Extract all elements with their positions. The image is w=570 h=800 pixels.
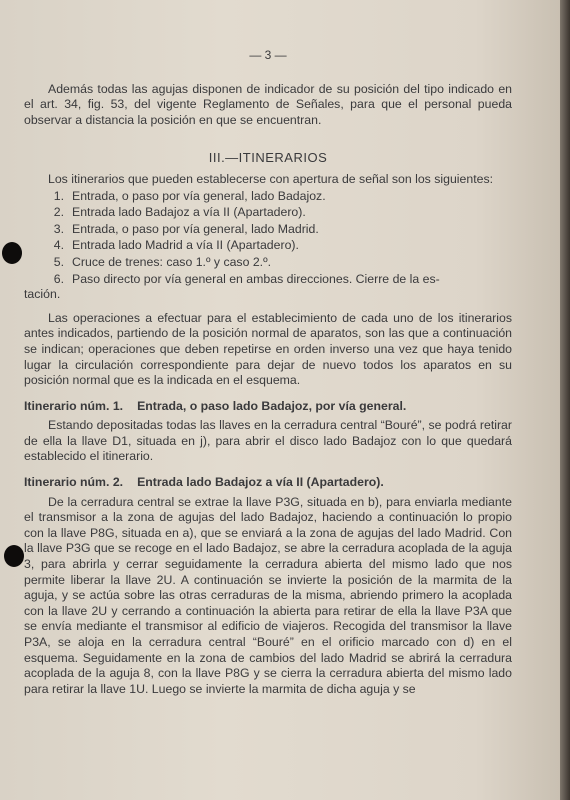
list-continuation: tación. — [24, 287, 61, 302]
itinerary-2-label: Itinerario núm. 2. — [24, 475, 124, 490]
page-number: — 3 — — [249, 48, 287, 62]
itinerary-intro: Los itinerarios que pueden establecerse con apertura de señal son los siguientes: — [48, 171, 494, 186]
itinerary-2-title: Entrada lado Badajoz a vía II (Apartadero). — [137, 475, 384, 490]
list-item-number: 6. — [53, 271, 64, 286]
page-edge — [560, 0, 570, 800]
binder-hole — [2, 242, 22, 264]
itinerary-1-label: Itinerario núm. 1. — [24, 398, 124, 413]
intro-paragraph: Además todas las agujas disponen de indicador de su posición del tipo indicado en el art. 34, fig. 53, del vigente Reglamento de Señales, para que el personal pueda observar a distancia la posición en que se encuentran. — [24, 81, 512, 127]
itinerary-1-title: Entrada, o paso lado Badajoz, por vía general. — [137, 398, 407, 413]
itinerary-2-body: De la cerradura central se extrae la llave P3G, situada en b), para enviarla mediante el transmisor a la zona de agujas del lado Badajoz, haciendo a continuación lo propio con la llave P8G, situada en a), que se enviará a la zona de agujas del lado Madrid. Con la llave P3G que se recoge en el lado Badajoz, se abre la cerradura acoplada de la aguja 3, para abrirla y cerrar seguidamente la cerradura abierta del mismo lado que nos permite liberar la llave 2U. A continuación se invierte la posición de la marmita de la aguja, y se actúa sobre las otras cerraduras de la misma, abriendo primero la acoplada con la llave 2U y cerrando a continuación la abierta para retirar de ella la llave P3A que se envía mediante el transmisor al edificio de viajeros. Recogida del transmisor la llave P3A, se aloja en la cerradura central “Bouré” en el orificio marcado con d) en el esquema. Seguidamente en la zona de cambios del lado Madrid se abrirá la cerradura acoplada de la aguja 8, con la llave P8G y se cierra la cerradura abierta del mismo lado para retirar la llave 1U. Luego se invierte la marmita de dicha aguja y se — [24, 494, 512, 696]
list-item-text: Entrada, o paso por vía general, lado Madrid. — [72, 221, 319, 236]
list-item — [24, 222, 512, 238]
list-item-number: 2. — [53, 205, 64, 220]
list-item-text: Entrada, o paso por vía general, lado Badajoz. — [72, 188, 326, 203]
itinerary-1-body: Estando depositadas todas las llaves en la cerradura central “Bouré”, se podrá retirar de ella la llave D1, situada en j), para abrir el disco lado Badajoz con lo que quedará establecido el itinerario. — [24, 418, 512, 464]
list-item-number: 3. — [53, 221, 64, 236]
operations-paragraph: Las operaciones a efectuar para el establecimiento de cada uno de los itinerarios antes indicados, partiendo de la posición normal de aparatos, son las que a continuación se indican; operaciones que deben repetirse en orden inverso una vez que haya tenido lugar la circulación correspondiente para dejar de nuevo todos los aparatos en su posición normal que es la indicada en el esquema. — [24, 310, 512, 388]
list-item-text: Entrada lado Madrid a vía II (Apartadero). — [72, 238, 299, 253]
list-item — [24, 189, 512, 205]
list-item — [24, 238, 512, 254]
list-item-number: 5. — [53, 254, 64, 269]
list-item-number: 4. — [53, 238, 64, 253]
list-item-text: Entrada lado Badajoz a vía II (Apartadero). — [72, 205, 306, 220]
list-item — [24, 205, 512, 221]
list-item-text: Cruce de trenes: caso 1.º y caso 2.º. — [72, 254, 271, 269]
itinerary-1-heading — [24, 399, 512, 415]
page-content — [24, 48, 512, 697]
binder-hole — [4, 545, 24, 567]
section-title: III.—ITINERARIOS — [208, 150, 328, 166]
itinerary-list — [24, 189, 512, 288]
list-item — [24, 272, 512, 288]
list-item-number: 1. — [53, 188, 64, 203]
itinerary-2-heading — [24, 475, 512, 491]
list-item-text: Paso directo por vía general en ambas direcciones. Cierre de la es- — [72, 271, 440, 286]
list-item — [24, 255, 512, 271]
